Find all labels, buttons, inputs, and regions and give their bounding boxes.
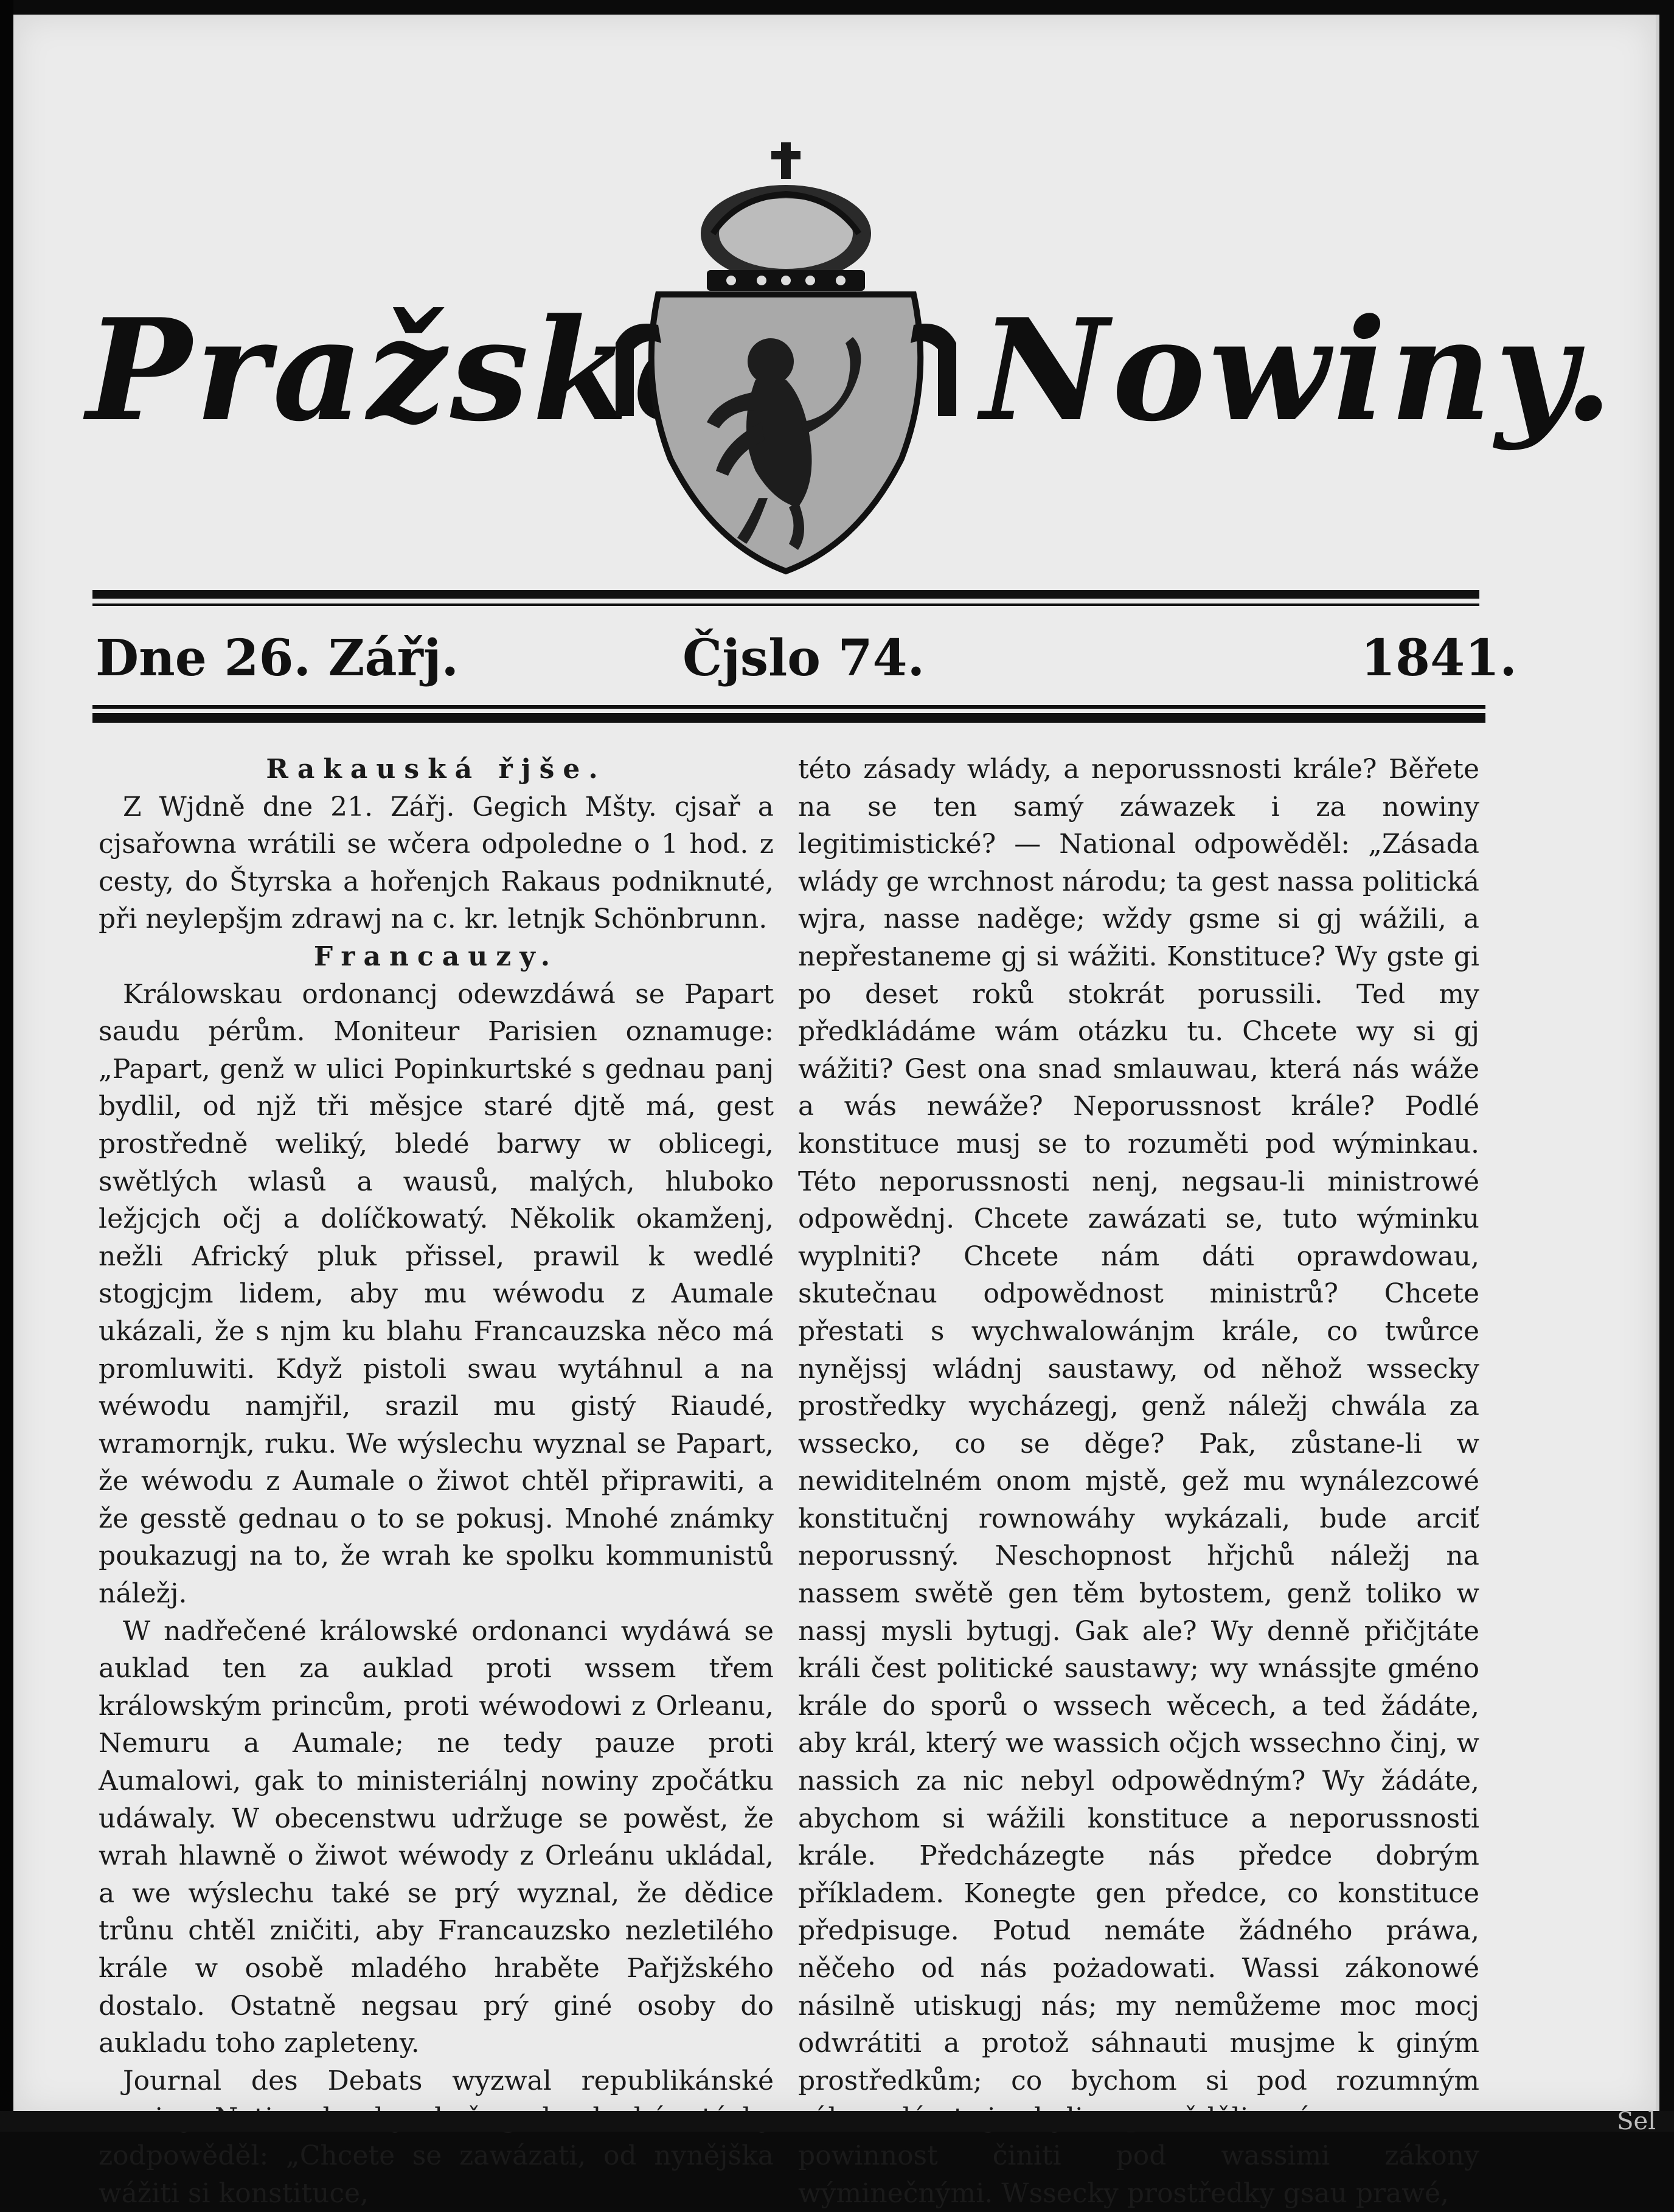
title-right: Nowiny. [981, 288, 1617, 453]
rule-bottom-thin [92, 705, 1485, 709]
bohemian-lion-crowned-shield-icon [616, 142, 956, 580]
article-vienna: Z Wjdně dne 21. Zářj. Gegich Mšty. cjsař a cjsařowna wrátili se wčera odpoledne o 1 hod. z cesty, do Štyrska a hořenjch Rakaus podniknuté, při neylepšjm zdrawj na c. kr. letnjk Schönbrunn. [99, 788, 774, 938]
title-left: Pražské [86, 288, 726, 453]
year: 1841. [1361, 629, 1517, 687]
scan-bottom-edge [0, 2111, 1674, 2132]
rule-top-thin [92, 603, 1479, 606]
section-heading-france: Francauzy. [99, 938, 774, 976]
article-papart: Králowskau ordonancj odewzdáwá se Papart saudu pérům. Moniteur Parisien oznamuge: „Papart, genž w ulici Popinkurtské s gednau panj bydlil, od njž tři měsjce staré djtě má, gest prostředně weliký, bledé barwy w oblicegi, swětlých wlasů a wausů, malých, hluboko ležjcjch očj a dolíčkowatý. Několik okamženj, nežli Africký pluk přissel, prawil k wedlé stogjcjm lidem, aby mu wéwodu z Aumale ukázali, že s njm ku blahu Francauzska něco má promluwiti. Když pistoli swau wytáhnul a na wéwodu namjřil, srazil mu gistý Riaudé, wramornjk, ruku. We wýslechu wyznal se Papart, že wéwodu z Aumale o žiwot chtěl připrawiti, a že gesstě gednau o to se pokusj. Mnohé známky poukazugj na to, že wrah ke spolku kommunistů náležj. [99, 976, 774, 1613]
newspaper-page [13, 15, 1659, 2113]
scan-left-edge [0, 0, 13, 2132]
article-national-reply: této zásady wlády, a neporussnosti krále? Běřete na se ten samý záwazek i za nowiny legitimistické? — National odpowěděl: „Zásada wlády ge wrchnost národu; ta gest nassa politická wjra, nasse naděge; wždy gsme si gj wážili, a nepřestaneme gj si wážiti. Konstituce? Wy gste gi po deset roků stokrát porussili. Ted my předkládáme wám otázku tu. Chcete wy si gj wážiti? Gest ona snad smlauwau, která nás wáže a wás newáže? Neporussnost krále? Podlé konstituce musj se to rozuměti pod wýminkau. Této neporussnosti nenj, negsau-li ministrowé odpowědnj. Chcete zawázati se, tuto wýminku wyplniti? Chcete nám dáti oprawdowau, skutečnau odpowědnost ministrů? Chcete přestati s wychwalowánjm krále, co twůrce nynějssj wládnj saustawy, od něhož wssecky prostředky wycházegj, genž náležj chwála za wsseckо, co se děge? Pak, zůstane-li w newiditelném onom mjstě, gež mu wynálezcowé konstitučnj rownowáhy wykázali, bude arciť neporussný. Neschopnost hřjchů náležj na nassem swětě gen těm bytostem, genž toliko w nassj mysli bytugj. Gak ale? Wy denně přičjtáte králi čest politické saustawy; wy wnássjte gméno krále do sporů o wssech wěcech, a ted žádáte, aby král, který we wassich očjch wssechno činj, w nassich za nic nebyl odpowědným? Wy žádáte, abychom si wážili konstituce a neporussnosti krále. Předcházegte nás předce dobrým příkladem. Konegte gen předce, co konstituce předpisuge. Potud nemáte žádného práwa, něčeho od nás pożadowati. Wassi zákonowé násilně utiskugj nás; my nemůžeme moc mocj odwrátiti a protož sáhnauti musjme k giným prostředkům; co bychom si pod rozumným zákonodárstwjm byli zapowěděli, máme za swau powinnost činiti pod wassimi zákony [798, 751, 1479, 2212]
article-ordonance: W nadřečené králowské ordonanci wydáwá se auklad ten za auklad proti wssem třem králowským princům, proti wéwodowi z Orleanu, Nemuru a Aumale; ne tedy pauze proti Aumalowi, gak to ministeriálnj nowiny zpočátku udáwaly. W obecenstwu udržuge se powěst, že wrah hlawně o žiwot wéwody z Orleánu ukládal, a we wýslechu také se prý wyznal, že dědice trůnu chtěl zničiti, aby Francauzsko nezletilého krále w osobě mladého hraběte Pařjžského dostalo. Ostatně negsau prý giné osoby do aukladu toho zapleteny. [99, 1613, 774, 2062]
issue-number: Čjslo 74. [682, 629, 925, 687]
date: Dne 26. Zářj. [96, 629, 459, 687]
rule-bottom-thick [92, 713, 1485, 723]
rule-top-thick [92, 590, 1479, 599]
section-heading-austria: Rakauská řjše. [99, 751, 774, 788]
masthead [13, 15, 1656, 623]
left-column [99, 751, 774, 2212]
article-journal-des-debats: Journal des Debats wyzwal republikánské nowiny National, aby dwě gednoduché otázky zodpowěděl: „Chcete se zawázati, od nynějška [99, 2062, 774, 2212]
right-column [798, 751, 1479, 2212]
footer-fragment: Sel [1617, 2107, 1656, 2135]
